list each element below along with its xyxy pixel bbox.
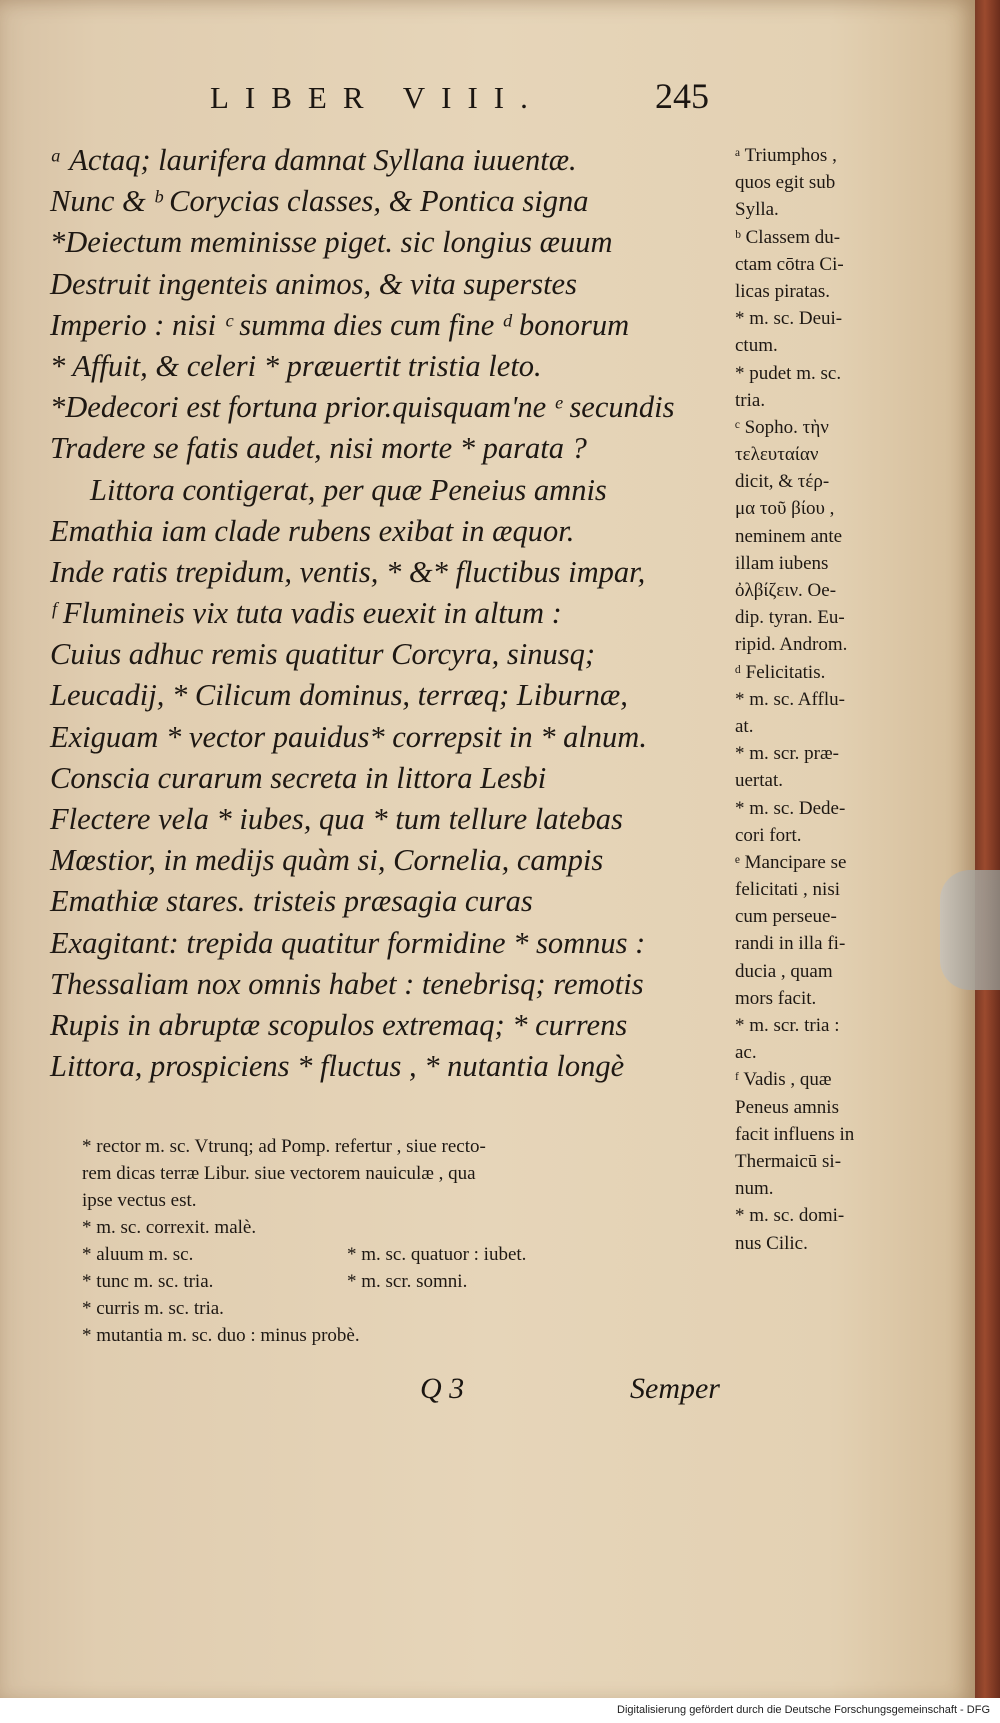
margin-line: ctum. [735,335,778,357]
verse-line: Flectere vela * iubes, qua * tum tellure latebas [50,802,623,836]
verse-line: Destruit ingenteis animos, & vita superstes [50,266,577,301]
margin-line: neminem ante [735,525,843,547]
verse-line: Leucadij, * Cilicum dominus, terræq; Liburnæ, [50,678,628,713]
margin-line: ᵃ Triumphos , [735,145,837,166]
margin-line: ᵇ Classem du- [735,226,841,248]
margin-line: ᵉ Mancipare se [735,851,847,873]
note-line: * mutantia m. sc. duo : minus probè. [82,1325,360,1346]
variant-readings-notes [82,1133,702,1349]
margin-line: ᶠ Vadis , quæ [735,1069,832,1091]
note-line: * curris m. sc. tria. [82,1298,224,1319]
verse-line: ᵃ Actaq; laurifera damnat Syllana iuuentæ. [50,143,577,177]
margin-line: Peneus amnis [735,1096,839,1118]
margin-line: * m. sc. Deui- [735,308,843,330]
margin-line: Thermaicū si- [735,1150,842,1172]
verse-line: Thessaliam nox omnis habet : tenebrisq; remotis [50,966,644,1001]
verse-line: Mœstior, in medijs quàm si, Cornelia, campis [50,843,604,878]
margin-line: randi in illa fi- [735,933,846,955]
margin-line: * pudet m. sc. [735,362,842,384]
page-number: 245 [655,76,709,116]
verse-line: *Dedecori est fortuna prior.quisquam'ne ᵉ secundis [50,390,675,425]
note-left: * tunc m. sc. tria. [82,1271,214,1292]
verse-line: Littora, prospiciens * fluctus , * nutantia longè [50,1049,625,1084]
margin-line: cum perseue- [735,906,837,928]
margin-line: ripid. Androm. [735,634,848,656]
main-verse-text [50,140,730,1087]
verse-line: Cuius adhuc remis quatitur Corcyra, sinusq; [50,637,596,672]
verse-line: Imperio : nisi ᶜ summa dies cum fine ᵈ bonorum [50,307,630,342]
book-spine-edge [975,0,1000,1723]
margin-line: at. [735,715,754,737]
margin-line: dicit, & τέρ- [735,471,830,493]
verse-line: Tradere se fatis audet, nisi morte * parata ? [50,431,587,466]
running-title: LIBER VIII. [210,80,544,115]
verse-line: Emathiæ stares. tristeis præsagia curas [50,884,533,919]
margin-line: * m. sc. Afflu- [735,688,845,710]
margin-line: ducia , quam [735,960,833,982]
note-right: * m. scr. somni. [347,1271,468,1292]
verse-line: Nunc & ᵇ Corycias classes, & Pontica signa [50,184,589,219]
note-right: * m. sc. quatuor : iubet. [347,1244,527,1265]
margin-line: * m. scr. tria : [735,1015,840,1036]
margin-line: ac. [735,1042,757,1064]
margin-line: facit influens in [735,1123,855,1145]
note-line: ipse vectus est. [82,1190,197,1211]
margin-line: num. [735,1178,774,1200]
verse-line: Inde ratis trepidum, ventis, * &* fluctibus impar, [50,554,646,589]
margin-line: * m. scr. præ- [735,743,839,765]
margin-line: illam iubens [735,552,829,574]
margin-line: mors facit. [735,987,817,1009]
note-line: * rector m. sc. Vtrunq; ad Pomp. refertur , siue recto- [82,1136,486,1157]
page-clip [940,870,1000,990]
margin-line: licas piratas. [735,280,830,302]
verse-line: Exagitant: trepida quatitur formidine * somnus : [50,925,646,960]
verse-line: Rupis in abruptæ scopulos extremaq; * currens [50,1007,628,1042]
verse-line: ᶠ Flumineis vix tuta vadis euexit in altum : [50,596,562,631]
verse-line: * Affuit, & celeri * præuertit tristia leto. [50,348,542,383]
verse-line: Littora contigerat, per quæ Peneius amnis [90,472,607,507]
margin-line: ὀλβίζειν. Oe- [735,580,837,601]
margin-line: tria. [735,389,766,411]
margin-line: Sylla. [735,199,779,221]
verse-line: Conscia curarum secreta in littora Lesbi [50,760,547,795]
margin-line: * m. sc. Dede- [735,797,846,819]
margin-line: ctam cōtra Ci- [735,253,844,275]
marginal-glosses [735,142,910,1257]
note-left: * aluum m. sc. [82,1244,194,1265]
margin-line: dip. tyran. Eu- [735,607,845,629]
funding-banner: Digitalisierung gefördert durch die Deutsche Forschungsgemeinschaft - DFG [0,1698,1000,1723]
catchword: Semper [630,1372,720,1405]
signature-mark: Q 3 [420,1372,465,1405]
note-pair [82,1241,702,1268]
margin-line: τελευταίαν [735,444,819,466]
note-line: * m. sc. correxit. malè. [82,1217,257,1238]
margin-line: nus Cilic. [735,1232,808,1254]
margin-line: ᵈ Felicitatis. [735,661,826,683]
margin-line: * m. sc. domi- [735,1205,845,1227]
margin-line: felicitati , nisi [735,879,841,901]
margin-line: ᶜ Sopho. τὴν [735,416,829,438]
margin-line: cori fort. [735,824,802,846]
verse-line: Exiguam * vector pauidus* correpsit in * alnum. [50,719,647,754]
note-line: rem dicas terræ Libur. siue vectorem nauiculæ , qua [82,1163,476,1184]
margin-line: uertat. [735,770,784,792]
verse-line: Emathia iam clade rubens exibat in æquor. [50,513,575,548]
note-pair [82,1268,702,1295]
margin-line: quos egit sub [735,172,836,194]
verse-line: *Deiectum meminisse piget. sic longius æuum [50,225,613,260]
margin-line: μα τοῦ βίου , [735,498,835,520]
